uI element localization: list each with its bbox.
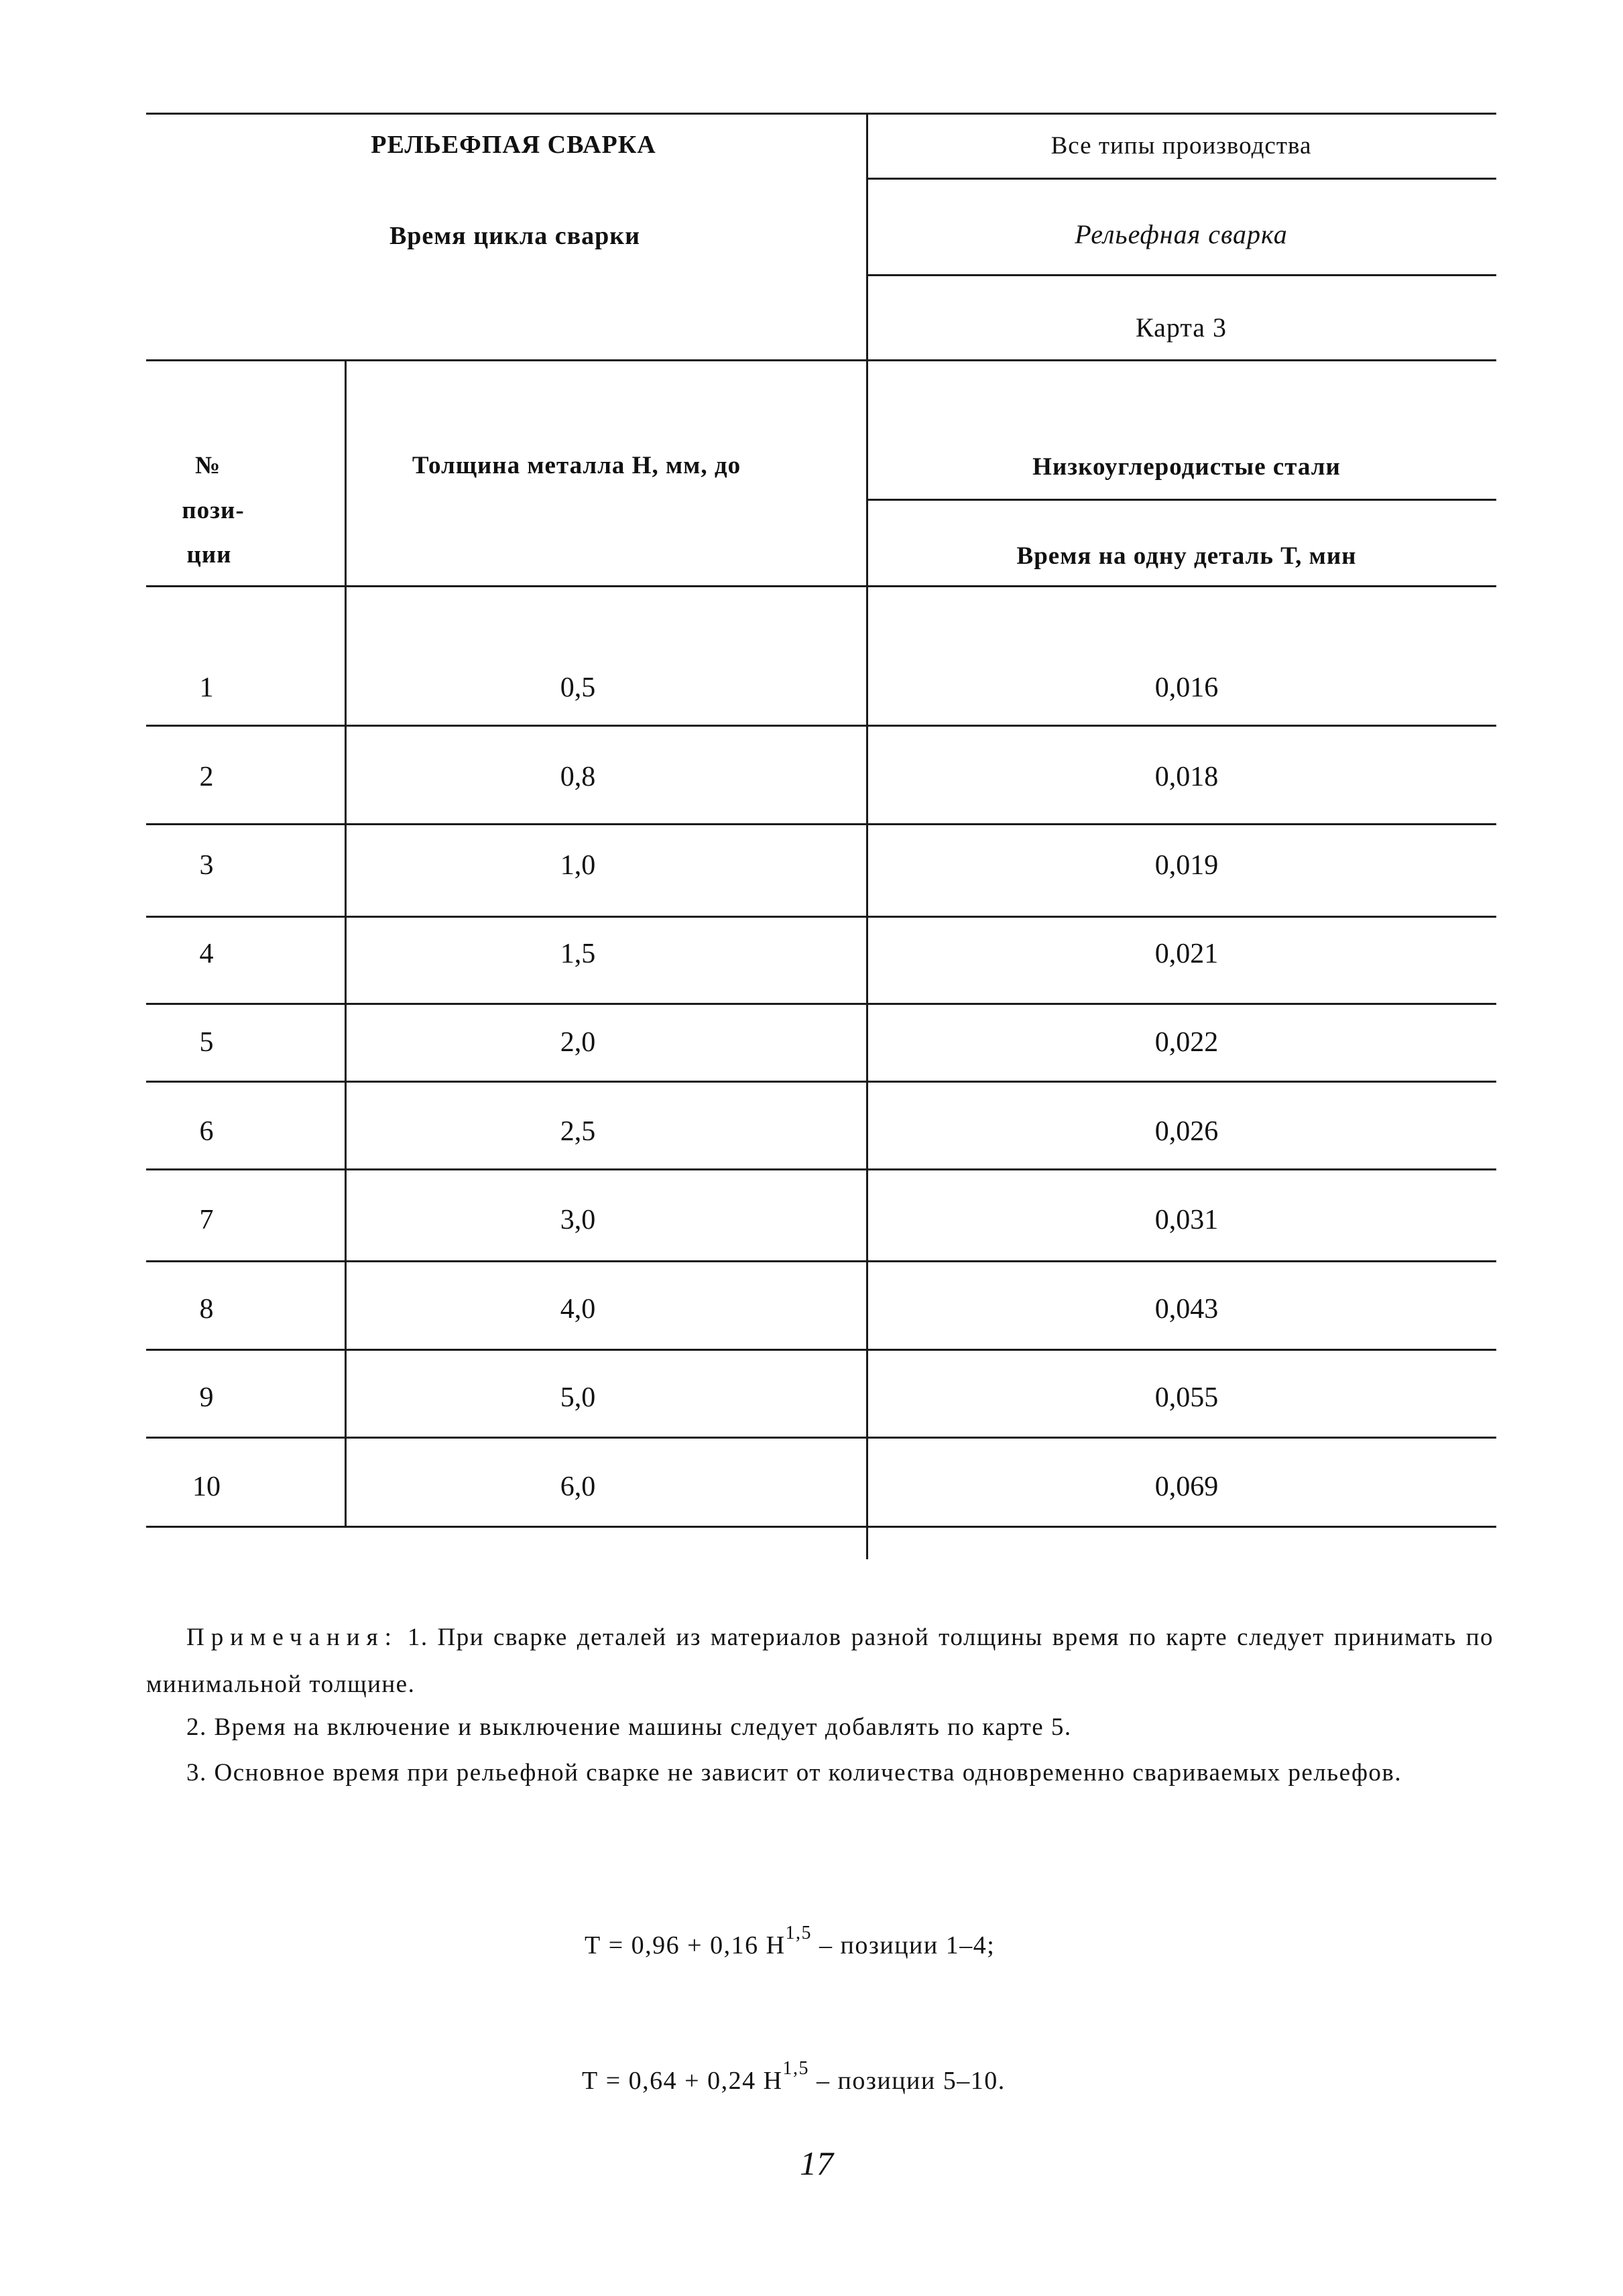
cell-position: 10 [192,1471,221,1502]
cell-thickness: 2,0 [560,1027,596,1058]
formula-2-exponent: 1,5 [782,2058,810,2079]
table-bottom-rule [146,1526,1496,1528]
note-1 [146,1614,1494,1708]
header-separator-rule [146,359,1496,361]
cell-time: 0,018 [1154,762,1219,792]
note-2: 2. Время на включение и выключение машины следует добавлять по карте 5. [186,1713,1072,1741]
cell-time: 0,022 [1154,1027,1219,1058]
row-rule [146,823,1496,825]
formula-1-base: Т = 0,96 + 0,16 Н [585,1931,786,1959]
row-rule [146,916,1496,918]
cell-thickness: 5,0 [560,1382,596,1413]
cell-thickness: 3,0 [560,1205,596,1235]
cell-position: 8 [199,1294,214,1325]
note-1-text: 1. При сварке деталей из материалов разной толщины время по карте следует принимать по минимальной толщине. [146,1624,1494,1698]
cell-thickness: 6,0 [560,1471,596,1502]
note-3: 3. Основное время при рельефной сварке не зависит от количества одновременно свариваемых рельефов. [186,1759,1402,1787]
row-rule [146,1437,1496,1439]
cell-time: 0,069 [1154,1471,1219,1502]
cell-position: 2 [199,762,214,792]
row-rule [146,1168,1496,1170]
table-top-rule [146,113,1496,115]
cell-time: 0,055 [1154,1382,1219,1413]
col-header-rule-right [868,499,1496,501]
cell-thickness: 1,5 [560,939,596,969]
cell-thickness: 4,0 [560,1294,596,1325]
col-header-time: Время на одну деталь Т, мин [1016,542,1357,570]
column-divider-main [866,113,868,1559]
cell-time: 0,031 [1154,1205,1219,1235]
cell-time: 0,016 [1154,672,1219,703]
row-rule [146,725,1496,727]
cell-time: 0,043 [1154,1294,1219,1325]
formula-positions-1-4 [585,1923,996,1960]
card-number: Карта 3 [1135,312,1227,343]
table-title: РЕЛЬЕФПАЯ СВАРКА [371,131,656,159]
cell-position: 5 [199,1027,214,1058]
cell-position: 6 [199,1116,214,1147]
production-types: Все типы производства [1050,132,1312,160]
cell-position: 1 [199,672,214,703]
cell-time: 0,026 [1154,1116,1219,1147]
header-rule-right-1 [868,178,1496,180]
page-number: 17 [800,2144,833,2182]
cell-thickness: 0,5 [560,672,596,703]
row-rule [146,1081,1496,1083]
header-rule-right-2 [868,274,1496,276]
row-rule [146,1349,1496,1351]
cell-position: 4 [199,939,214,969]
table-subtitle: Время цикла сварки [389,222,641,250]
cell-position: 3 [199,850,214,881]
row-rule [146,1003,1496,1005]
cell-thickness: 2,5 [560,1116,596,1147]
cell-position: 9 [199,1382,214,1413]
col-header-position-line2: пози- [182,497,245,524]
formula-2-tail: – позиции 5–10. [809,2067,1006,2095]
cell-time: 0,019 [1154,850,1219,881]
cell-thickness: 0,8 [560,762,596,792]
section-name: Рельефная сварка [1075,219,1288,249]
formula-positions-5-10 [582,2058,1006,2096]
col-header-position-line1: № [194,452,221,479]
col-header-material: Низкоуглеродистые стали [1032,453,1341,481]
formula-1-tail: – позиции 1–4; [812,1931,996,1959]
cell-thickness: 1,0 [560,850,596,881]
row-rule [146,1260,1496,1262]
column-divider-position [345,359,347,1527]
cell-time: 0,021 [1154,939,1219,969]
notes-lead: Примечания: [186,1624,398,1651]
formula-2-base: Т = 0,64 + 0,24 Н [582,2067,783,2095]
col-header-bottom-rule [146,585,1496,587]
col-header-position-line3: ции [186,541,232,568]
formula-1-exponent: 1,5 [785,1923,813,1943]
cell-position: 7 [199,1205,214,1235]
col-header-thickness: Толщина металла Н, мм, до [412,452,741,479]
